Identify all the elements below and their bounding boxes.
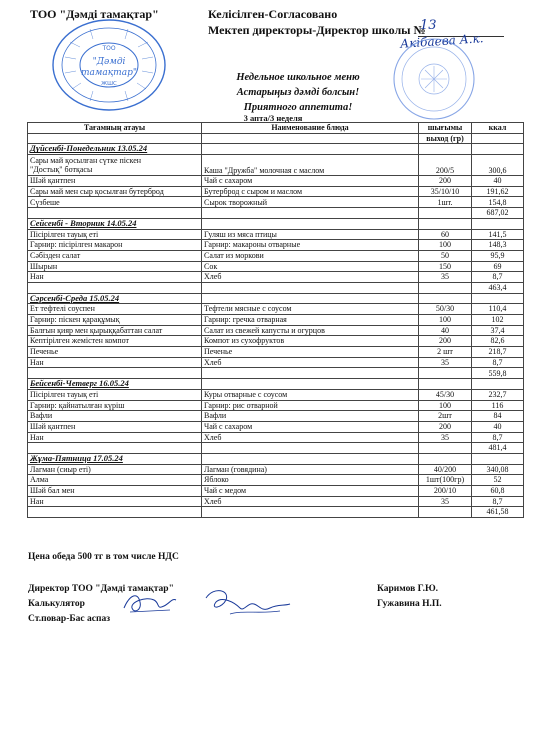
day-empty-cell <box>202 293 419 304</box>
day-empty-cell <box>419 379 472 390</box>
table-row <box>28 389 524 400</box>
header-kz-name: Тағамның атауы <box>28 123 202 134</box>
dish-output: 200 <box>419 421 472 432</box>
dish-output: 35 <box>419 272 472 283</box>
table-row <box>28 186 524 197</box>
table-row <box>28 486 524 497</box>
dish-kz-name: Нан <box>28 272 202 283</box>
header-kcal: ккал <box>472 123 524 134</box>
dish-ru-name: Хлеб <box>202 496 419 507</box>
day-total-row <box>28 443 524 454</box>
day-empty-cell <box>472 293 524 304</box>
total-empty-cell <box>28 368 202 379</box>
total-empty-cell <box>28 282 202 293</box>
dish-kz-name: Шәй қантпен <box>28 176 202 187</box>
dish-kcal: 82,6 <box>472 336 524 347</box>
total-empty-cell <box>202 507 419 518</box>
table-row <box>28 250 524 261</box>
total-empty-cell <box>202 208 419 219</box>
dish-output: 1шт(100гр) <box>419 475 472 486</box>
dish-kz-name: Нан <box>28 496 202 507</box>
day-empty-cell <box>202 218 419 229</box>
total-empty-cell <box>202 443 419 454</box>
total-empty-cell <box>419 208 472 219</box>
day-name: Сейсенбі - Вторник 14.05.24 <box>28 218 202 229</box>
chef-signature <box>200 584 296 624</box>
dish-kcal: 40 <box>472 176 524 187</box>
day-total-kcal: 461,58 <box>472 507 524 518</box>
day-empty-cell <box>472 218 524 229</box>
day-total-row <box>28 208 524 219</box>
stamp-center-2: тамақтар" <box>81 68 137 78</box>
day-name: Дүйсенбі-Понедельник 13.05.24 <box>28 144 202 155</box>
dish-kz-name <box>28 155 202 176</box>
dish-ru-name: Чай с сахаром <box>202 421 419 432</box>
total-empty-cell <box>28 208 202 219</box>
table-row <box>28 155 524 176</box>
table-row <box>28 400 524 411</box>
footer-chef-label: Ст.повар-Бас аспаз <box>28 614 111 624</box>
header-output-grams: выход (гр) <box>419 133 472 144</box>
table-row <box>28 475 524 486</box>
dish-ru-name: Печенье <box>202 347 419 358</box>
day-empty-cell <box>472 453 524 464</box>
total-empty-cell <box>419 368 472 379</box>
dish-ru-name: Хлеб <box>202 272 419 283</box>
lunch-price: Цена обеда 500 тг в том числе НДС <box>28 552 179 562</box>
day-header-row <box>28 144 524 155</box>
table-row <box>28 197 524 208</box>
dish-output: 45/30 <box>419 389 472 400</box>
dish-output: 35 <box>419 432 472 443</box>
day-empty-cell <box>419 218 472 229</box>
dish-kz-name: Лагман (сиыр еті) <box>28 464 202 475</box>
dish-kcal: 84 <box>472 411 524 422</box>
header-ru-name: Наименование блюда <box>202 123 419 134</box>
dish-kcal: 40 <box>472 421 524 432</box>
stamp-center-1: "Дәмді <box>92 57 126 67</box>
menu-table <box>27 122 524 518</box>
dish-kz-name: Шырын <box>28 261 202 272</box>
dish-kcal: 60,8 <box>472 486 524 497</box>
dish-kcal: 218,7 <box>472 347 524 358</box>
footer-calculator-label: Калькулятор <box>28 599 85 609</box>
table-row <box>28 325 524 336</box>
table-row <box>28 421 524 432</box>
day-header-row <box>28 218 524 229</box>
dish-ru-name: Гарнир: гречка отварная <box>202 315 419 326</box>
footer-director-name: Каримов Г.Ю. <box>377 584 439 594</box>
table-row <box>28 261 524 272</box>
dish-kz-name: Балғын қияр мен қырыққабаттан салат <box>28 325 202 336</box>
table-row <box>28 357 524 368</box>
dish-kcal: 340,08 <box>472 464 524 475</box>
dish-kz-line-2: "Достық" ботқасы <box>30 165 93 175</box>
total-empty-cell <box>28 443 202 454</box>
dish-ru-name: Вафли <box>202 411 419 422</box>
school-number: 13 <box>420 18 437 33</box>
dish-ru-name: Куры отварные с соусом <box>202 389 419 400</box>
day-name: Бейсенбі-Четверг 16.05.24 <box>28 379 202 390</box>
day-name: Жұма-Пятница 17.05.24 <box>28 453 202 464</box>
dish-output: 35 <box>419 496 472 507</box>
stamp-bottom: ЖШС <box>101 81 117 87</box>
dish-ru-name: Тефтели мясные с соусом <box>202 304 419 315</box>
dish-kcal: 69 <box>472 261 524 272</box>
day-header-row <box>28 453 524 464</box>
table-row <box>28 176 524 187</box>
dish-kcal: 102 <box>472 315 524 326</box>
title-line-2: Астарыңыз дәмді болсын! <box>236 87 360 98</box>
dish-output: 100 <box>419 240 472 251</box>
day-total-kcal: 687,02 <box>472 208 524 219</box>
table-header-row <box>28 123 524 134</box>
dish-kcal: 8,7 <box>472 496 524 507</box>
dish-kz-name: Ет тефтелі соуспен <box>28 304 202 315</box>
dish-output: 200/5 <box>419 155 472 176</box>
table-row <box>28 272 524 283</box>
company-name: ТОО "Дәмді тамақтар" <box>30 7 159 21</box>
dish-ru-name: Хлеб <box>202 357 419 368</box>
dish-ru-name: Чай с медом <box>202 486 419 497</box>
dish-output: 200 <box>419 176 472 187</box>
director-label: Мектеп директоры-Директор школы № <box>208 23 426 37</box>
dish-ru-name: Компот из сухофруктов <box>202 336 419 347</box>
dish-kz-name: Алма <box>28 475 202 486</box>
dish-kz-name: Пісірілген тауық еті <box>28 229 202 240</box>
dish-output: 200 <box>419 336 472 347</box>
dish-kz-name: Сүзбеше <box>28 197 202 208</box>
table-row <box>28 315 524 326</box>
day-total-kcal: 559,8 <box>472 368 524 379</box>
dish-ru-name: Салат из свежей капусты и огурцов <box>202 325 419 336</box>
dish-kcal: 148,3 <box>472 240 524 251</box>
dish-output: 50/30 <box>419 304 472 315</box>
dish-kcal: 95,9 <box>472 250 524 261</box>
dish-kcal: 191,62 <box>472 186 524 197</box>
dish-kcal: 232,7 <box>472 389 524 400</box>
dish-kz-name: Печенье <box>28 347 202 358</box>
dish-kz-name: Сары май мен сыр қосылған бутерброд <box>28 186 202 197</box>
stamp-top: ТОО <box>102 45 116 52</box>
day-total-row <box>28 368 524 379</box>
day-total-kcal: 463,4 <box>472 282 524 293</box>
table-row <box>28 336 524 347</box>
dish-ru-name: Чай с сахаром <box>202 176 419 187</box>
dish-kcal: 8,7 <box>472 357 524 368</box>
dish-kz-name: Шәй бал мен <box>28 486 202 497</box>
table-row <box>28 347 524 358</box>
footer-calculator-name: Гужавина Н.П. <box>377 599 442 609</box>
dish-ru-name: Салат из моркови <box>202 250 419 261</box>
dish-output: 35/10/10 <box>419 186 472 197</box>
dish-output: 2шт <box>419 411 472 422</box>
title-line-3: Приятного аппетита! <box>243 102 353 113</box>
dish-ru-name: Сок <box>202 261 419 272</box>
dish-output: 35 <box>419 357 472 368</box>
dish-kcal: 110,4 <box>472 304 524 315</box>
day-empty-cell <box>419 144 472 155</box>
table-row <box>28 496 524 507</box>
total-empty-cell <box>202 368 419 379</box>
total-empty-cell <box>419 443 472 454</box>
table-row <box>28 304 524 315</box>
dish-ru-name: Каша "Дружба" молочная с маслом <box>202 155 419 176</box>
dish-kz-line-1: Сары май қосылған сүтке піскен <box>30 155 142 165</box>
dish-kz-name: Пісірілген тауық еті <box>28 389 202 400</box>
dish-kcal: 141,5 <box>472 229 524 240</box>
dish-output: 60 <box>419 229 472 240</box>
dish-ru-name: Гуляш из мяса птицы <box>202 229 419 240</box>
dish-kz-name: Гарнир: піскен қарақұмық <box>28 315 202 326</box>
day-header-row <box>28 293 524 304</box>
table-row <box>28 229 524 240</box>
dish-output: 100 <box>419 315 472 326</box>
day-empty-cell <box>202 453 419 464</box>
agreed-label: Келісілген-Согласовано <box>208 7 338 21</box>
table-header-row-2 <box>28 133 524 144</box>
dish-output: 50 <box>419 250 472 261</box>
calculator-signature <box>120 588 180 620</box>
day-empty-cell <box>472 144 524 155</box>
dish-kz-name: Гарнир: қайнатылған күріш <box>28 400 202 411</box>
dish-output: 150 <box>419 261 472 272</box>
dish-ru-name: Сырок творожный <box>202 197 419 208</box>
dish-kz-name: Сәбізден салат <box>28 250 202 261</box>
day-total-row <box>28 507 524 518</box>
dish-kcal: 154,8 <box>472 197 524 208</box>
dish-kcal: 300,6 <box>472 155 524 176</box>
menu-table-body <box>28 123 524 518</box>
dish-ru-name: Яблоко <box>202 475 419 486</box>
day-empty-cell <box>472 379 524 390</box>
footer-director-label: Директор ТОО "Дәмді тамақтар" <box>28 584 174 594</box>
title-line-1: Недельное школьное меню <box>236 72 360 83</box>
menu-title <box>0 70 546 115</box>
dish-kcal: 37,4 <box>472 325 524 336</box>
day-total-kcal: 481,4 <box>472 443 524 454</box>
dish-kz-name: Вафли <box>28 411 202 422</box>
dish-output: 1шт. <box>419 197 472 208</box>
dish-ru-name: Гарнир: рис отварной <box>202 400 419 411</box>
total-empty-cell <box>28 507 202 518</box>
day-empty-cell <box>202 144 419 155</box>
table-row <box>28 432 524 443</box>
dish-kz-name: Кептірілген жемістен компот <box>28 336 202 347</box>
day-empty-cell <box>419 293 472 304</box>
day-total-row <box>28 282 524 293</box>
dish-ru-name: Лагман (говядина) <box>202 464 419 475</box>
dish-kcal: 8,7 <box>472 432 524 443</box>
day-empty-cell <box>202 379 419 390</box>
dish-kz-name: Шәй қантпен <box>28 421 202 432</box>
table-row <box>28 464 524 475</box>
dish-ru-name: Гарнир: макароны отварные <box>202 240 419 251</box>
day-empty-cell <box>419 453 472 464</box>
dish-ru-name: Хлеб <box>202 432 419 443</box>
header-output: шығымы <box>419 123 472 134</box>
total-empty-cell <box>419 507 472 518</box>
dish-output: 40 <box>419 325 472 336</box>
total-empty-cell <box>202 282 419 293</box>
table-row <box>28 411 524 422</box>
total-empty-cell <box>419 282 472 293</box>
dish-ru-name: Бутерброд с сыром и маслом <box>202 186 419 197</box>
dish-kcal: 52 <box>472 475 524 486</box>
day-header-row <box>28 379 524 390</box>
dish-output: 100 <box>419 400 472 411</box>
dish-output: 40/200 <box>419 464 472 475</box>
day-name: Сәрсенбі-Среда 15.05.24 <box>28 293 202 304</box>
dish-kcal: 116 <box>472 400 524 411</box>
dish-kz-name: Нан <box>28 357 202 368</box>
dish-kz-name: Нан <box>28 432 202 443</box>
dish-kz-name: Гарнир: пісірілген макарон <box>28 240 202 251</box>
dish-output: 2 шт <box>419 347 472 358</box>
dish-kcal: 8,7 <box>472 272 524 283</box>
table-row <box>28 240 524 251</box>
week-label: 3 апта/3 неделя <box>243 113 303 123</box>
dish-output: 200/10 <box>419 486 472 497</box>
director-signature: Акібаева А.к. <box>399 31 484 51</box>
